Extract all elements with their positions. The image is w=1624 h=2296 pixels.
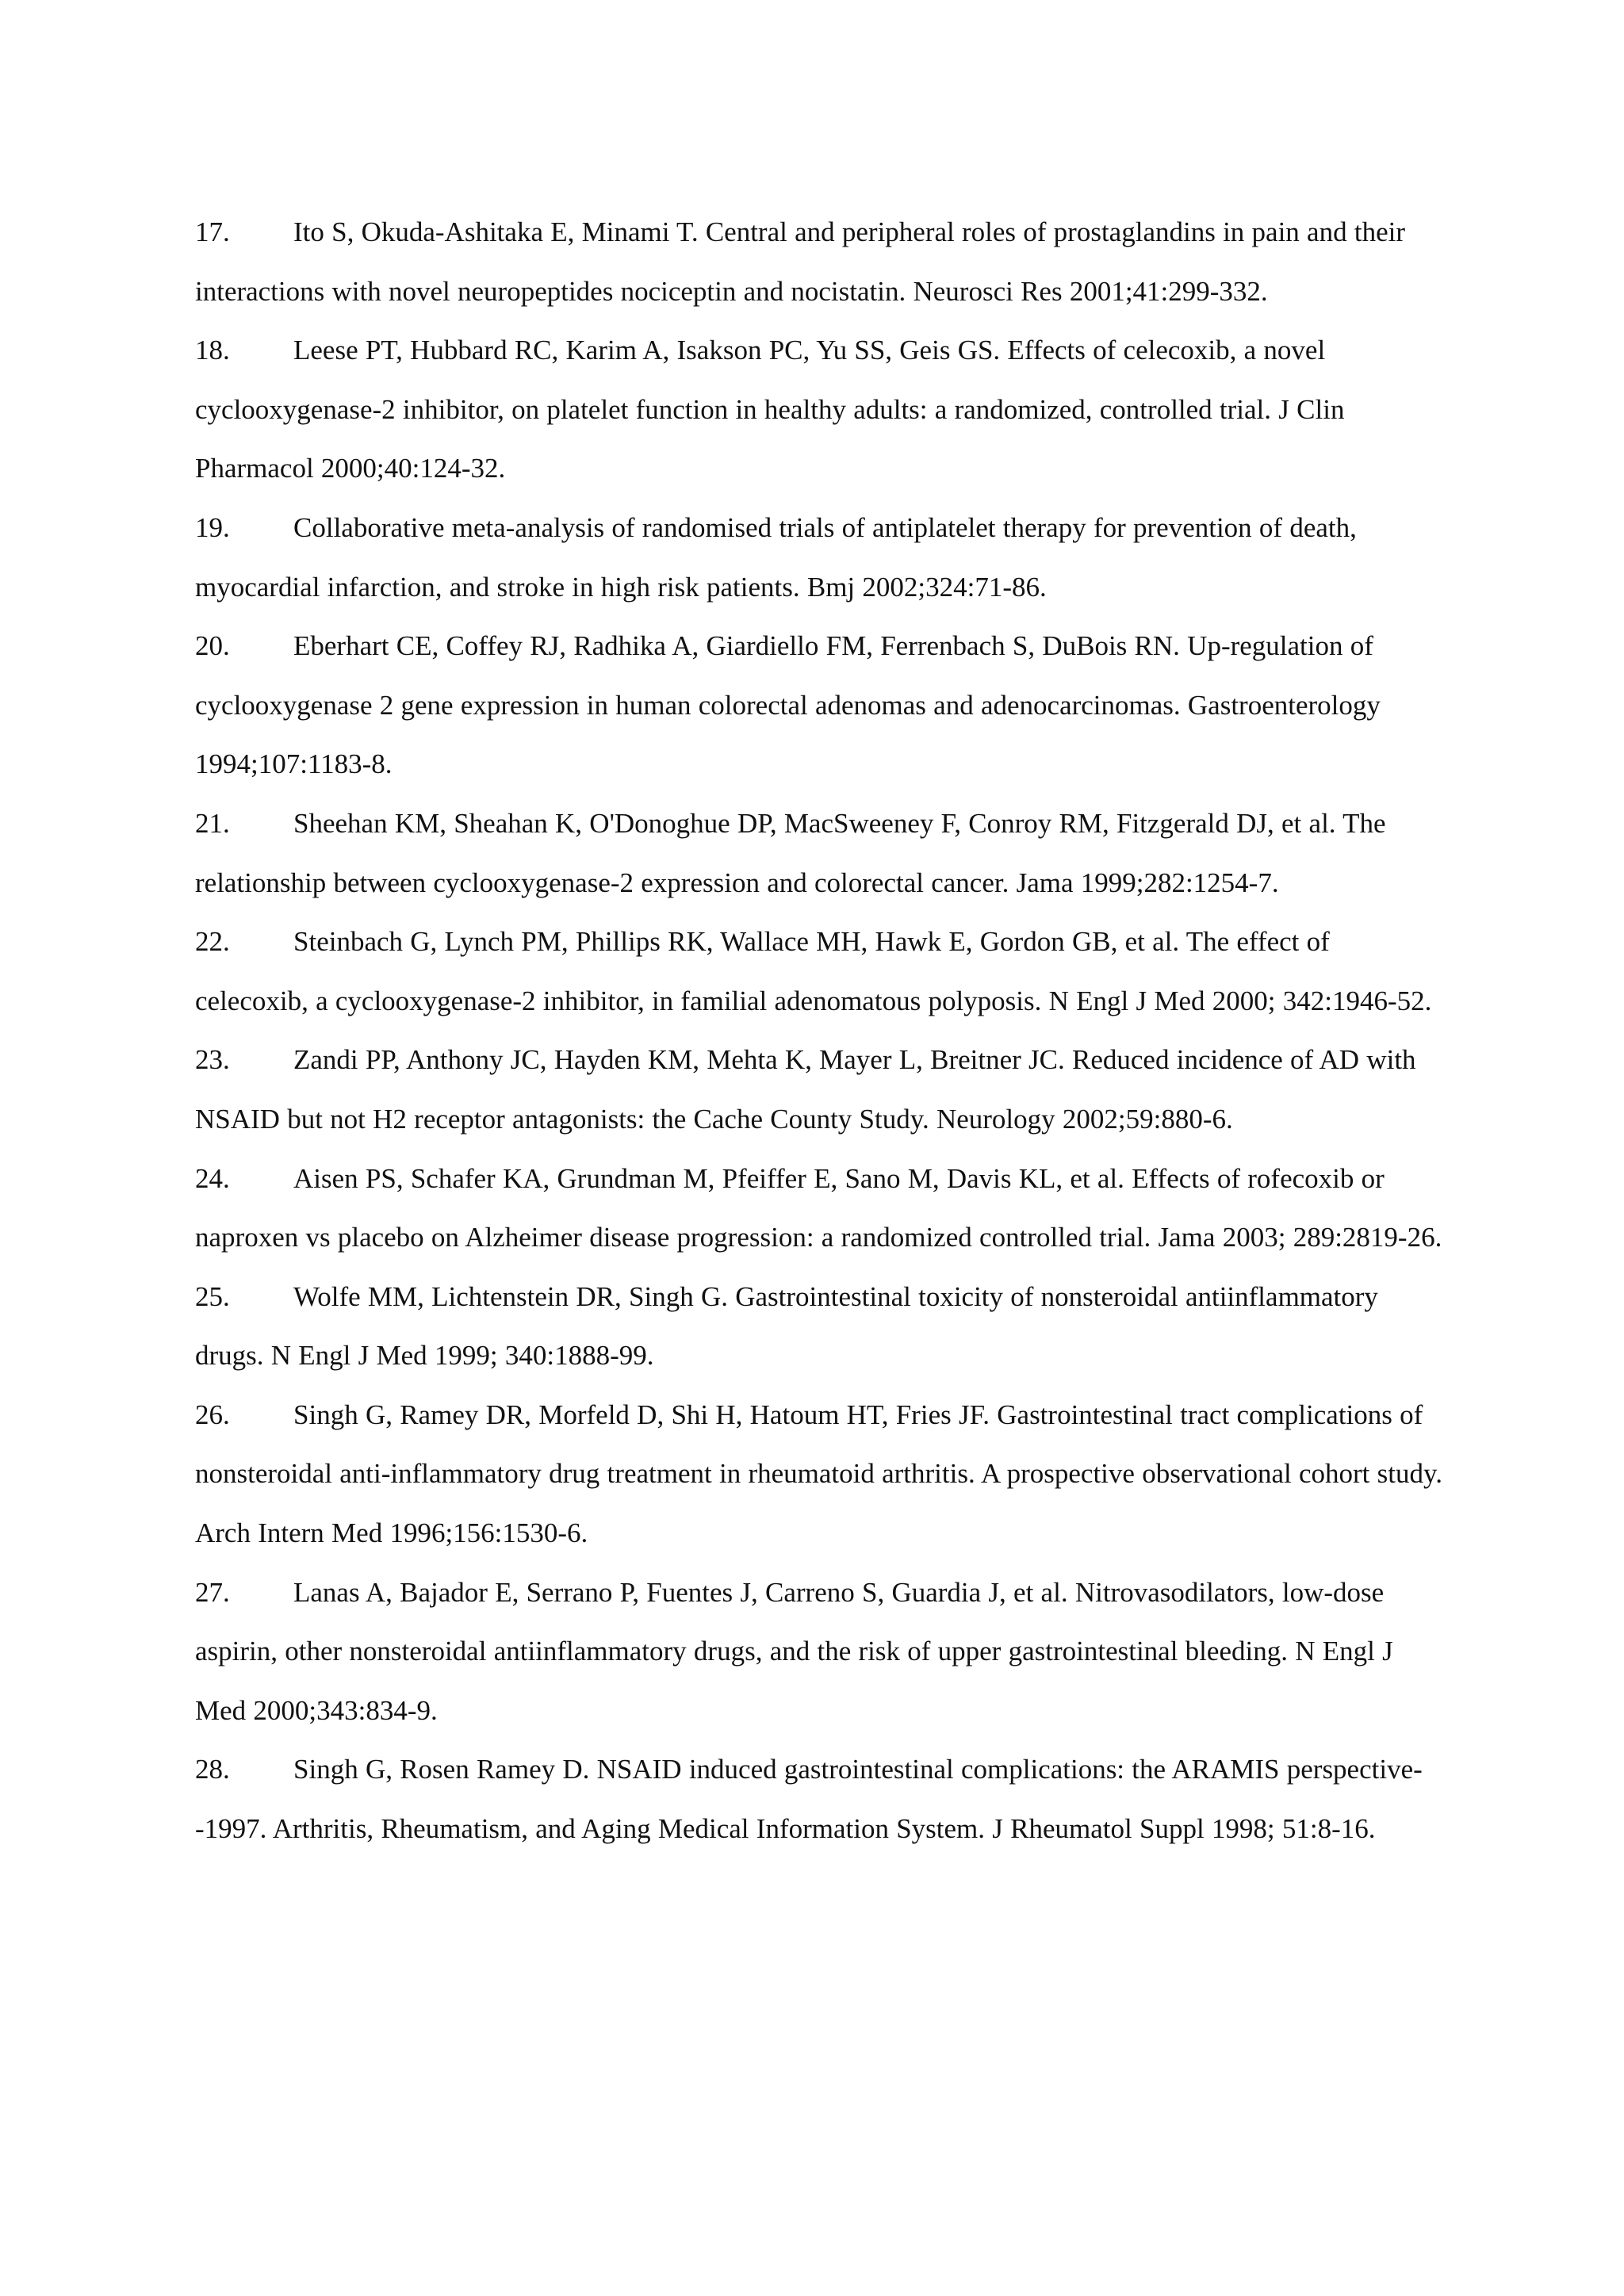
reference-number: 17. [195, 216, 230, 247]
reference-number: 19. [195, 511, 230, 543]
reference-text: Lanas A, Bajador E, Serrano P, Fuentes J, Carreno S, Guardia J, et al. Nitrovasodilators, low-dose aspirin, other nonsteroidal antiinflammatory drugs, and the risk of upper gastrointestinal bleeding. N Engl J Med 2000;343:834-9. [195, 1576, 1393, 1726]
reference-number: 21. [195, 807, 230, 839]
reference-item [195, 203, 1448, 321]
reference-text: Zandi PP, Anthony JC, Hayden KM, Mehta K, Mayer L, Breitner JC. Reduced incidence of AD with NSAID but not H2 receptor antagonists: the Cache County Study. Neurology 2002;59:880-6. [195, 1044, 1416, 1135]
reference-item [195, 617, 1448, 794]
reference-number: 20. [195, 630, 230, 662]
reference-text: Sheehan KM, Sheahan K, O'Donoghue DP, MacSweeney F, Conroy RM, Fitzgerald DJ, et al. The relationship between cyclooxygenase-2 expression and colorectal cancer. Jama 1999;282:1254-7. [195, 807, 1386, 898]
reference-item [195, 1031, 1448, 1149]
reference-number: 26. [195, 1399, 230, 1430]
reference-item [195, 913, 1448, 1031]
reference-text: Ito S, Okuda-Ashitaka E, Minami T. Central and peripheral roles of prostaglandins in pain and their interactions with novel neuropeptides nociceptin and nocistatin. Neurosci Res 2001;41:299-332. [195, 216, 1405, 307]
reference-item [195, 1268, 1448, 1386]
reference-text: Aisen PS, Schafer KA, Grundman M, Pfeiffer E, Sano M, Davis KL, et al. Effects of rofecoxib or naproxen vs placebo on Alzheimer disease progression: a randomized controlled trial. Jama 2003; 289:2819-26. [195, 1162, 1442, 1253]
reference-item [195, 321, 1448, 499]
reference-text: Collaborative meta-analysis of randomised trials of antiplatelet therapy for prevention of death, myocardial infarction, and stroke in high risk patients. Bmj 2002;324:71-86. [195, 511, 1357, 603]
reference-text: Steinbach G, Lynch PM, Phillips RK, Wallace MH, Hawk E, Gordon GB, et al. The effect of celecoxib, a cyclooxygenase-2 inhibitor, in familial adenomatous polyposis. N Engl J Med 2000; 342:1946-52. [195, 926, 1432, 1016]
reference-item [195, 1563, 1448, 1741]
reference-number: 25. [195, 1280, 230, 1312]
reference-item [195, 1150, 1448, 1268]
reference-number: 23. [195, 1044, 230, 1076]
reference-text: Leese PT, Hubbard RC, Karim A, Isakson PC, Yu SS, Geis GS. Effects of celecoxib, a novel cyclooxygenase-2 inhibitor, on platelet function in healthy adults: a randomized, controlled trial. J Clin Pharmacol 2000;40:124-32. [195, 335, 1345, 484]
reference-item [195, 499, 1448, 617]
reference-item [195, 1740, 1448, 1858]
reference-number: 28. [195, 1754, 230, 1785]
reference-text: Singh G, Rosen Ramey D. NSAID induced gastrointestinal complications: the ARAMIS perspective--1997. Arthritis, Rheumatism, and Aging Medical Information System. J Rheumatol Suppl 1998; 51:8-16. [195, 1754, 1423, 1845]
reference-number: 22. [195, 926, 230, 958]
reference-list [195, 203, 1448, 1859]
reference-number: 18. [195, 335, 230, 366]
reference-number: 24. [195, 1162, 230, 1194]
reference-number: 27. [195, 1576, 230, 1608]
reference-text: Eberhart CE, Coffey RJ, Radhika A, Giardiello FM, Ferrenbach S, DuBois RN. Up-regulation of cyclooxygenase 2 gene expression in human colorectal adenomas and adenocarcinomas. Gastroenterology 1994;107:1183-8. [195, 630, 1381, 780]
reference-item [195, 1386, 1448, 1563]
reference-text: Singh G, Ramey DR, Morfeld D, Shi H, Hatoum HT, Fries JF. Gastrointestinal tract complications of nonsteroidal anti-inflammatory drug treatment in rheumatoid arthritis. A prospective observational cohort study. Arch Intern Med 1996;156:1530-6. [195, 1399, 1442, 1549]
reference-item [195, 794, 1448, 913]
reference-text: Wolfe MM, Lichtenstein DR, Singh G. Gastrointestinal toxicity of nonsteroidal antiinflammatory drugs. N Engl J Med 1999; 340:1888-99. [195, 1280, 1378, 1372]
